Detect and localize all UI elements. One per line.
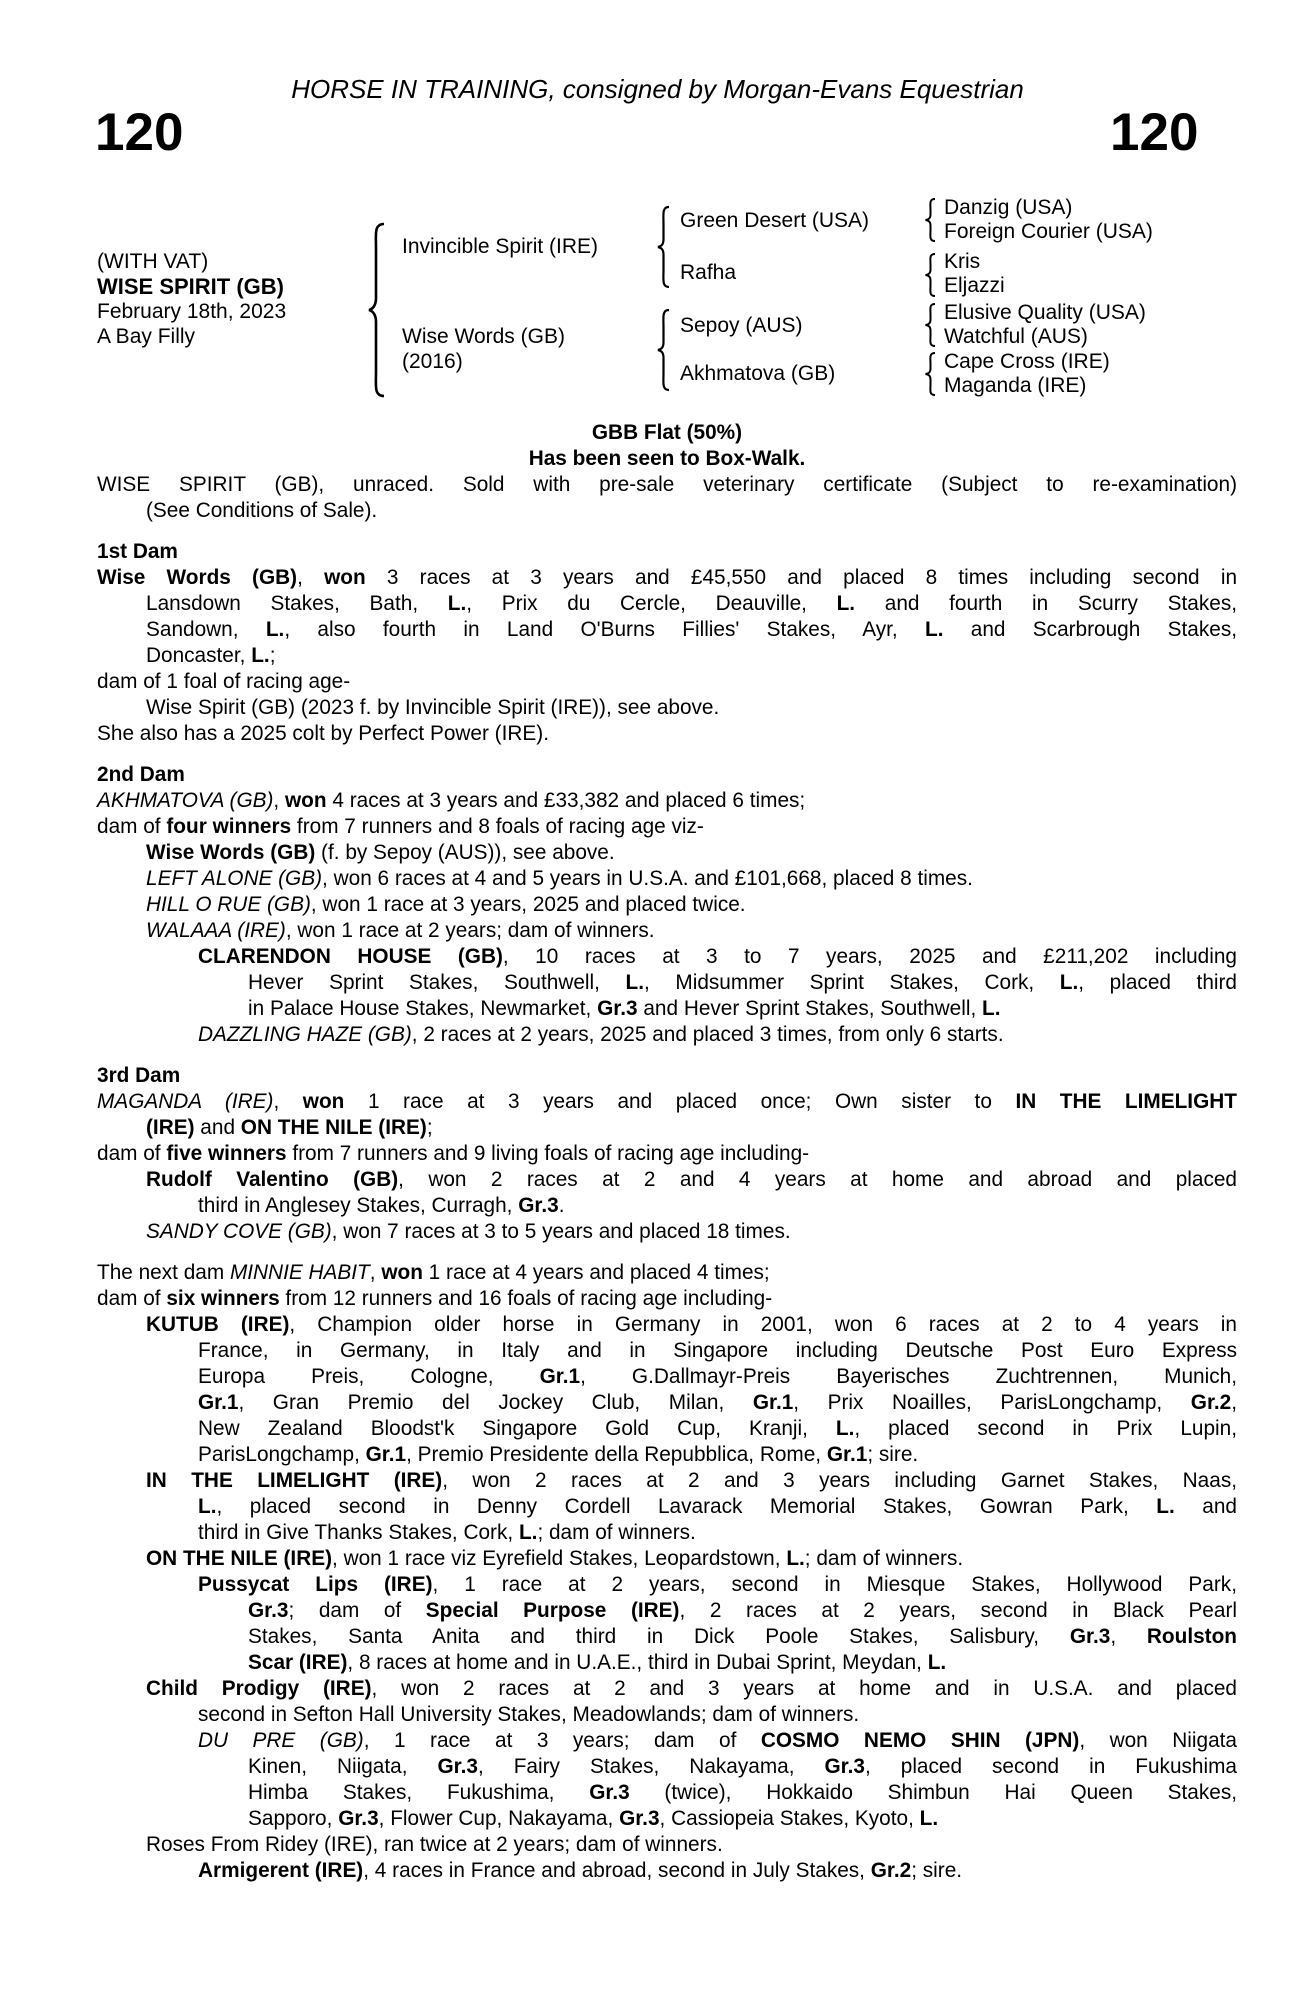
rudolf-valentino-entry [97, 1167, 1237, 1219]
she-also-line [97, 721, 1237, 747]
text-line: (IRE) and ON THE NILE (IRE); [146, 1116, 433, 1139]
text-line: Wise Words (GB), won 3 races at 3 years and £45,550 and placed 8 times including second in [97, 566, 1238, 589]
great-granddam-name: Maganda (IRE) [944, 374, 1087, 397]
grandsire-name: Sepoy (AUS) [680, 314, 803, 337]
text-line: Doncaster, L.; [146, 644, 276, 667]
great-grandsire-name: Danzig (USA) [944, 196, 1073, 219]
page-title: HORSE IN TRAINING, consigned by Morgan-Evans Equestrian [291, 74, 1024, 104]
grandsire-name: Green Desert (USA) [680, 209, 870, 232]
on-the-nile-entry [97, 1546, 1237, 1572]
text-line: Lansdown Stakes, Bath, L., Prix du Cercle, Deauville, L. and fourth in Scurry Stakes, [146, 592, 1237, 615]
text-line: dam of five winners from 7 runners and 9 living foals of racing age including- [97, 1142, 810, 1165]
pedigree-brace-icon [922, 302, 938, 348]
great-grandsire-name: Kris [944, 250, 981, 273]
catalogue-text [97, 420, 1237, 1884]
text-line: L., placed second in Denny Cordell Lavarack Memorial Stakes, Gowran Park, L. and [198, 1495, 1237, 1518]
pedigree-brace-icon [654, 308, 672, 392]
text-line: 1st Dam [97, 540, 178, 563]
text-line: WALAAA (IRE), won 1 race at 2 years; dam of winners. [146, 919, 655, 942]
boxwalk-note [97, 446, 1237, 472]
gbb-note [97, 420, 1237, 446]
subject-name: WISE SPIRIT (GB) [97, 274, 284, 299]
next-dam-entry [97, 1260, 1237, 1286]
text-line: AKHMATOVA (GB), won 4 races at 3 years and £33,382 and placed 6 times; [97, 789, 806, 812]
text-line: France, in Germany, in Italy and in Singapore including Deutsche Post Euro Express [198, 1339, 1237, 1362]
first-dam-heading [97, 539, 1237, 565]
text-line: WISE SPIRIT (GB), unraced. Sold with pre-sale veterinary certificate (Subject to re-examination) [97, 473, 1237, 496]
text-line: MAGANDA (IRE), won 1 race at 3 years and placed once; Own sister to IN THE LIMELIGHT [97, 1090, 1237, 1113]
text-line: SANDY COVE (GB), won 7 races at 3 to 5 years and placed 18 times. [146, 1220, 791, 1243]
text-line: Sapporo, Gr.3, Flower Cup, Nakayama, Gr.3, Cassiopeia Stakes, Kyoto, L. [248, 1807, 939, 1830]
wise-words-entry [97, 565, 1237, 669]
text-line: Pussycat Lips (IRE), 1 race at 2 years, second in Miesque Stakes, Hollywood Park, [198, 1573, 1237, 1596]
in-the-limelight-entry [97, 1468, 1237, 1546]
text-line: Hever Sprint Stakes, Southwell, L., Midsummer Sprint Stakes, Cork, L., placed third [248, 971, 1238, 994]
great-granddam-name: Watchful (AUS) [944, 325, 1088, 348]
text-line: KUTUB (IRE), Champion older horse in Germany in 2001, won 6 races at 2 to 4 years in [146, 1313, 1237, 1336]
pedigree-brace-icon [364, 222, 388, 398]
dazzling-haze-entry [97, 1022, 1237, 1048]
text-line: DAZZLING HAZE (GB), 2 races at 2 years, 2025 and placed 3 times, from only 6 starts. [198, 1023, 1004, 1046]
text-line: IN THE LIMELIGHT (IRE), won 2 races at 2 and 3 years including Garnet Stakes, Naas, [146, 1469, 1237, 1492]
granddam-name: Rafha [680, 261, 737, 284]
great-grandparent-pair [944, 350, 1110, 398]
dam-name: Wise Words (GB) [402, 325, 565, 348]
text-line: third in Anglesey Stakes, Curragh, Gr.3. [198, 1194, 565, 1217]
text-line: Europa Preis, Cologne, Gr.1, G.Dallmayr-Preis Bayerisches Zuchtrennen, Munich, [198, 1365, 1237, 1388]
text-line: Rudolf Valentino (GB), won 2 races at 2 and 4 years at home and abroad and placed [146, 1168, 1237, 1191]
text-line: Himba Stakes, Fukushima, Gr.3 (twice), Hokkaido Shimbun Hai Queen Stakes, [248, 1781, 1237, 1804]
left-alone-entry [97, 866, 1237, 892]
text-line: second in Sefton Hall University Stakes, Meadowlands; dam of winners. [198, 1703, 860, 1726]
hill-o-rue-entry [97, 892, 1237, 918]
lot-number-left: 120 [95, 103, 184, 162]
text-line: Sandown, L., also fourth in Land O'Burns Fillies' Stakes, Ayr, L. and Scarbrough Stakes, [146, 618, 1237, 641]
pedigree-brace-icon [654, 205, 672, 289]
subject-color-sex: A Bay Filly [97, 325, 196, 348]
text-line: 3rd Dam [97, 1064, 181, 1087]
wise-words-produce [97, 840, 1237, 866]
text-line: Scar (IRE), 8 races at home and in U.A.E., third in Dubai Sprint, Meydan, L. [248, 1651, 947, 1674]
text-line: Wise Words (GB) (f. by Sepoy (AUS)), see above. [146, 841, 615, 864]
text-line: The next dam MINNIE HABIT, won 1 race at 4 years and placed 4 times; [97, 1261, 770, 1284]
text-line: Gr.1, Gran Premio del Jockey Club, Milan, Gr.1, Prix Noailles, ParisLongchamp, Gr.2, [198, 1391, 1238, 1414]
text-line: DU PRE (GB), 1 race at 3 years; dam of COSMO NEMO SHIN (JPN), won Niigata [198, 1729, 1237, 1752]
clarendon-house-entry [97, 944, 1237, 1022]
vat-note: (WITH VAT) [97, 250, 209, 273]
child-prodigy-entry [97, 1676, 1237, 1728]
text-line: She also has a 2025 colt by Perfect Power (IRE). [97, 722, 549, 745]
text-line: Kinen, Niigata, Gr.3, Fairy Stakes, Nakayama, Gr.3, placed second in Fukushima [248, 1755, 1237, 1778]
dam-year: (2016) [402, 350, 463, 373]
dam-of-four-winners [97, 814, 1237, 840]
subject-foaled-date: February 18th, 2023 [97, 300, 287, 323]
text-line: Gr.3; dam of Special Purpose (IRE), 2 races at 2 years, second in Black Pearl [248, 1599, 1237, 1622]
text-line: LEFT ALONE (GB), won 6 races at 4 and 5 years in U.S.A. and £101,668, placed 8 times. [146, 867, 973, 890]
second-dam-heading [97, 762, 1237, 788]
lot-number-right: 120 [1110, 103, 1199, 162]
du-pre-entry [97, 1728, 1237, 1832]
text-line: dam of four winners from 7 runners and 8 foals of racing age viz- [97, 815, 704, 838]
great-granddam-name: Foreign Courier (USA) [944, 220, 1153, 243]
text-line: ParisLongchamp, Gr.1, Premio Presidente della Repubblica, Rome, Gr.1; sire. [198, 1443, 919, 1466]
walaaa-entry [97, 918, 1237, 944]
text-line: Has been seen to Box-Walk. [528, 447, 806, 470]
text-line: dam of six winners from 12 runners and 16 foals of racing age including- [97, 1287, 773, 1310]
wise-spirit-line [97, 695, 1237, 721]
third-dam-heading [97, 1063, 1237, 1089]
sandy-cove-entry [97, 1219, 1237, 1245]
dam-of-six-winners [97, 1286, 1237, 1312]
text-line: Wise Spirit (GB) (2023 f. by Invincible Spirit (IRE)), see above. [146, 696, 720, 719]
text-line: CLARENDON HOUSE (GB), 10 races at 3 to 7 years, 2025 and £211,202 including [198, 945, 1237, 968]
subject-block [97, 249, 286, 349]
text-line: GBB Flat (50%) [591, 421, 743, 444]
dam-of-five-winners [97, 1141, 1237, 1167]
great-grandsire-name: Cape Cross (IRE) [944, 350, 1110, 373]
text-line: HILL O RUE (GB), won 1 race at 3 years, 2025 and placed twice. [146, 893, 746, 916]
text-line: (See Conditions of Sale). [146, 499, 378, 522]
pussycat-lips-entry [97, 1572, 1237, 1676]
granddam-name: Akhmatova (GB) [680, 362, 836, 385]
pedigree-brace-icon [922, 351, 938, 397]
text-line: 2nd Dam [97, 763, 185, 786]
pedigree-table [0, 0, 1315, 420]
text-line: in Palace House Stakes, Newmarket, Gr.3 and Hever Sprint Stakes, Southwell, L. [248, 997, 1001, 1020]
dam-of-1-foal [97, 669, 1237, 695]
akhmatova-entry [97, 788, 1237, 814]
pedigree-brace-icon [922, 197, 938, 243]
text-line: dam of 1 foal of racing age- [97, 670, 351, 693]
great-grandparent-pair [944, 196, 1153, 244]
unraced-note [97, 472, 1237, 524]
great-grandparent-pair [944, 301, 1146, 349]
text-line: Stakes, Santa Anita and third in Dick Poole Stakes, Salisbury, Gr.3, Roulston [248, 1625, 1237, 1648]
armigerent-entry [97, 1858, 1237, 1884]
kutub-entry [97, 1312, 1237, 1468]
great-grandparent-pair [944, 250, 1005, 298]
dam-block [402, 324, 565, 374]
text-line: Child Prodigy (IRE), won 2 races at 2 and 3 years at home and in U.S.A. and placed [146, 1677, 1237, 1700]
text-line: Roses From Ridey (IRE), ran twice at 2 years; dam of winners. [146, 1833, 723, 1856]
great-grandsire-name: Elusive Quality (USA) [944, 301, 1146, 324]
roses-from-ridey-entry [97, 1832, 1237, 1858]
text-line: New Zealand Bloodst'k Singapore Gold Cup, Kranji, L., placed second in Prix Lupin, [198, 1417, 1237, 1440]
pedigree-brace-icon [922, 252, 938, 298]
text-line: Armigerent (IRE), 4 races in France and abroad, second in July Stakes, Gr.2; sire. [198, 1859, 963, 1882]
text-line: ON THE NILE (IRE), won 1 race viz Eyrefield Stakes, Leopardstown, L.; dam of winners. [146, 1547, 964, 1570]
text-line: third in Give Thanks Stakes, Cork, L.; dam of winners. [198, 1521, 696, 1544]
sire-name: Invincible Spirit (IRE) [402, 235, 599, 258]
great-granddam-name: Eljazzi [944, 274, 1005, 297]
maganda-entry [97, 1089, 1237, 1141]
